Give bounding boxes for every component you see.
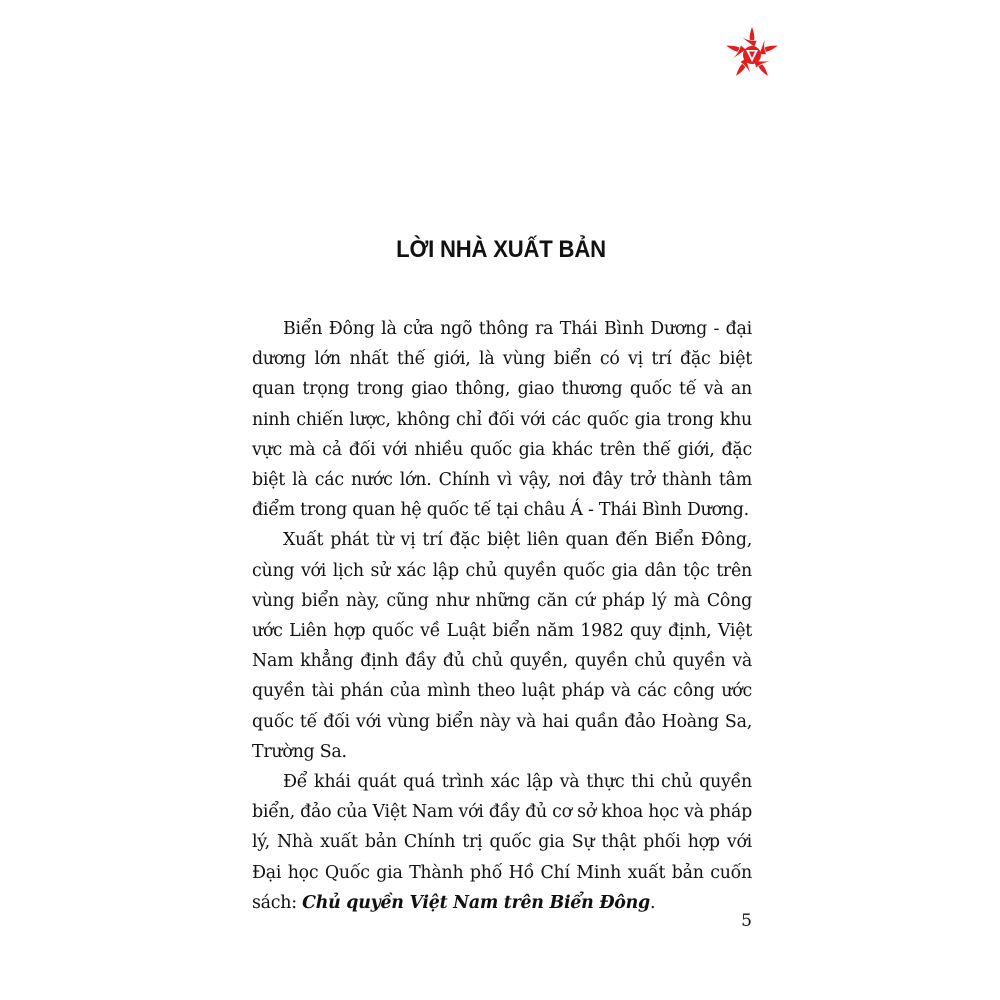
paragraph-2: Xuất phát từ vị trí đặc biệt liên quan đến Biển Đông, cùng với lịch sử xác lập chủ quyền quốc gia dân tộc trên vùng biển này, cũng như những căn cứ pháp lý mà Công ước Liên hợp quốc về Luật biển năm 1982 quy định, Việt Nam khẳng định đầy đủ chủ quyền, quyền chủ quyền và quyền tài phán của mình theo luật pháp và các công ước quốc tế đối với vùng biển này và hai quần đảo Hoàng Sa, Trường Sa. [252, 530, 752, 762]
page-title: LỜI NHÀ XUẤT BẢN [396, 236, 606, 263]
page-number: 5 [741, 911, 752, 931]
paragraph-3: Để khái quát quá trình xác lập và thực thi chủ quyền biển, đảo của Việt Nam với đầy đủ cơ sở khoa học và pháp lý, Nhà xuất bản Chính trị quốc gia Sự thật phối hợp với Đại học Quốc gia Thành phố Hồ Chí Minh xuất bản cuốn sách: Chủ quyền Việt Nam trên Biển Đông. [252, 772, 752, 913]
foreword-body [252, 314, 752, 918]
publisher-star-logo-icon [722, 24, 782, 84]
book-title: Chủ quyền Việt Nam trên Biển Đông [302, 892, 650, 913]
paragraph-1: Biển Đông là cửa ngõ thông ra Thái Bình Dương - đại dương lớn nhất thế giới, là vùng biển có vị trí đặc biệt quan trọng trong giao thông, giao thương quốc tế và an ninh chiến lược, không chỉ đối với các quốc gia trong khu vực mà cả đối với nhiều quốc gia khác trên thế giới, đặc biệt là các nước lớn. Chính vì vậy, nơi đây trở thành tâm điểm trong quan hệ quốc tế tại châu Á - Thái Bình Dương. [252, 319, 752, 521]
